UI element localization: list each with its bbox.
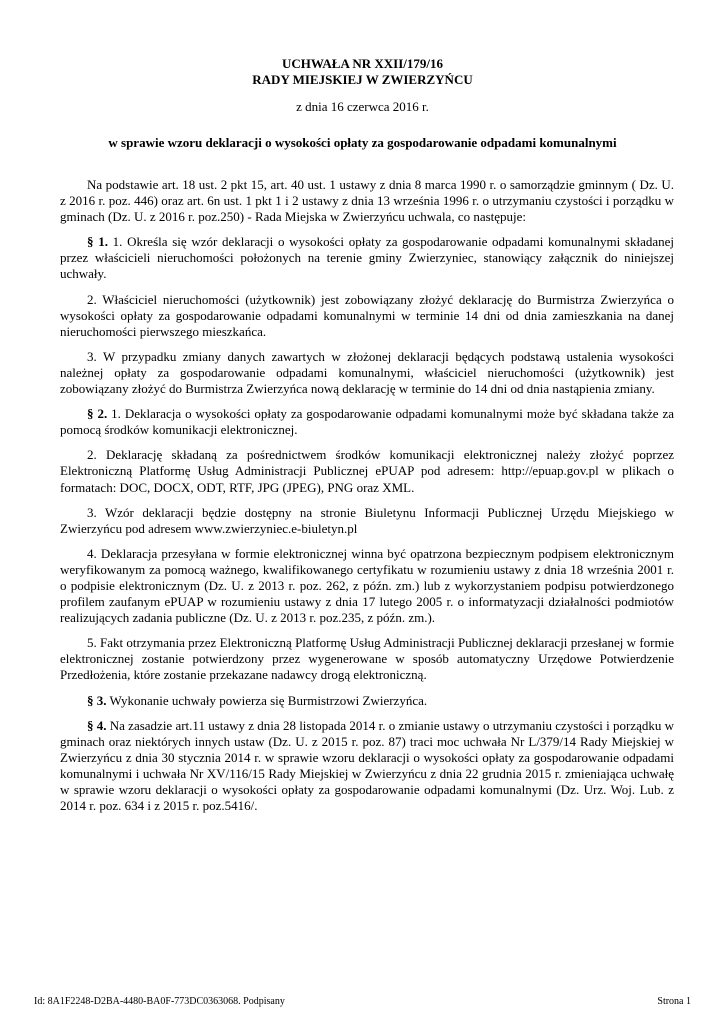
paragraph-s2-1: § 2. 1. Deklaracja o wysokości opłaty za gospodarowanie odpadami komunalnymi może być składana także za pomocą środków komunikacji elektronicznej.	[60, 406, 674, 438]
paragraph-s2-5: 5. Fakt otrzymania przez Elektroniczną Platformę Usług Administracji Publicznej deklaracji przesłanej w formie elektronicznej zostanie potwierdzony przez wygenerowane w sposób automatyczny Urzędowe Potwierdzenie Przedłożenia, które zostanie przekazane nadawcy drogą elektroniczną.	[60, 635, 674, 683]
document-body	[60, 177, 674, 823]
section-marker: § 3.	[87, 692, 107, 708]
paragraph-s3: § 3. Wykonanie uchwały powierza się Burmistrzowi Zwierzyńca.	[87, 692, 428, 708]
paragraph-s2-2: 2. Deklarację składaną za pośrednictwem środków komunikacji elektronicznej należy złożyć poprzez Elektroniczną Platformę Usług Administracji Publicznej ePUAP pod adresem: http://epuap.gov.pl w plikach o formatach: DOC, DOCX, ODT, RTF, JPG (JPEG), PNG oraz XML.	[60, 447, 674, 495]
paragraph-s2-3: 3. Wzór deklaracji będzie dostępny na stronie Biuletynu Informacji Publicznej Urzędu Miejskiego w Zwierzyńcu pod adresem www.zwierzyniec.e-biuletyn.pl	[60, 504, 674, 536]
paragraph-s4: § 4. Na zasadzie art.11 ustawy z dnia 28 listopada 2014 r. o zmianie ustawy o utrzymaniu czystości i porządku w gminach oraz niektórych innych ustaw (Dz. U. z 2015 r. poz. 87) traci moc uchwała Nr L/379/14 Rady Miejskiej w Zwierzyńcu z dnia 30 stycznia 2014 r. w sprawie wzoru deklaracji o wysokości opłaty za gospodarowanie odpadami komunalnymi i uchwała Nr XV/116/15 Rady Miejskiej w Zwierzyńcu z dnia 22 grudnia 2015 r. zmieniająca uchwałę w sprawie wzoru deklaracji o wysokości opłaty za gospodarowanie odpadami komunalnymi (Dz. Urz. Woj. Lub. z 2014 r. poz. 634 i z 2015 r. poz.5416/.	[60, 717, 675, 814]
resolution-date: z dnia 16 czerwca 2016 r.	[296, 99, 429, 114]
resolution-title: UCHWAŁA NR XXII/179/16	[281, 56, 444, 71]
paragraph-preamble: Na podstawie art. 18 ust. 2 pkt 15, art. 40 ust. 1 ustawy z dnia 8 marca 1990 r. o samorządzie gminnym ( Dz. U. z 2016 r. poz. 446) oraz art. 6n ust. 1 pkt 1 i 2 ustawy z dnia 13 września 1996 r. o utrzymaniu czystości i porządku w gminach (Dz. U. z 2016 r. poz.250) - Rada Miejska w Zwierzyńcu uchwala, co następuje:	[60, 177, 674, 225]
paragraph-s1-1: § 1. 1. Określa się wzór deklaracji o wysokości opłaty za gospodarowanie odpadami komunalnymi składanej przez właścicieli nieruchomości położonych na terenie gminy Zwierzyniec, stanowiący załącznik do niniejszej uchwały.	[60, 234, 675, 282]
page-number: Strona 1	[657, 996, 691, 1007]
paragraph-s2-4: 4. Deklaracja przesyłana w formie elektronicznej winna być opatrzona bezpiecznym podpisem elektronicznym weryfikowanym za pomocą ważnego, kwalifikowanego certyfikatu w rozumieniu ustawy z dnia 18 września 2001 r. o podpisie elektronicznym (Dz. U. z 2013 r. poz. 262, z późn. zm.) lub z wykorzystaniem podpisu potwierdzonego profilem zaufanym ePUAP w rozumieniu ustawy z dnia 17 lutego 2005 r. o informatyzacji działalności podmiotów realizujących zadania publiczne (Dz. U. z 2013 r. poz.235, z późn. zm.).	[60, 545, 674, 626]
council-name: RADY MIEJSKIEJ W ZWIERZYŃCU	[252, 72, 473, 87]
section-marker: § 4.	[87, 717, 107, 733]
paragraph-s1-2: 2. Właściciel nieruchomości (użytkownik) jest zobowiązany złożyć deklarację do Burmistrza Zwierzyńca o wysokości opłaty za gospodarowanie odpadami komunalnymi w terminie 14 dni od dnia zamieszkania na danej nieruchomości pierwszego mieszkańca.	[60, 291, 674, 339]
resolution-subject: w sprawie wzoru deklaracji o wysokości opłaty za gospodarowanie odpadami komunalnymi	[108, 135, 617, 150]
section-marker: § 2.	[87, 406, 108, 422]
section-marker: § 1.	[87, 234, 108, 250]
document-id: Id: 8A1F2248-D2BA-4480-BA0F-773DC0363068. Podpisany	[34, 996, 285, 1007]
paragraph-s1-3: 3. W przypadku zmiany danych zawartych w złożonej deklaracji będących podstawą ustalenia wysokości należnej opłaty za gospodarowanie odpadami komunalnymi, właściciel nieruchomości (użytkownik) jest zobowiązany złożyć do Burmistrza Zwierzyńca nową deklarację w terminie do 14 dni od dnia nastąpienia zmiany.	[60, 348, 674, 397]
